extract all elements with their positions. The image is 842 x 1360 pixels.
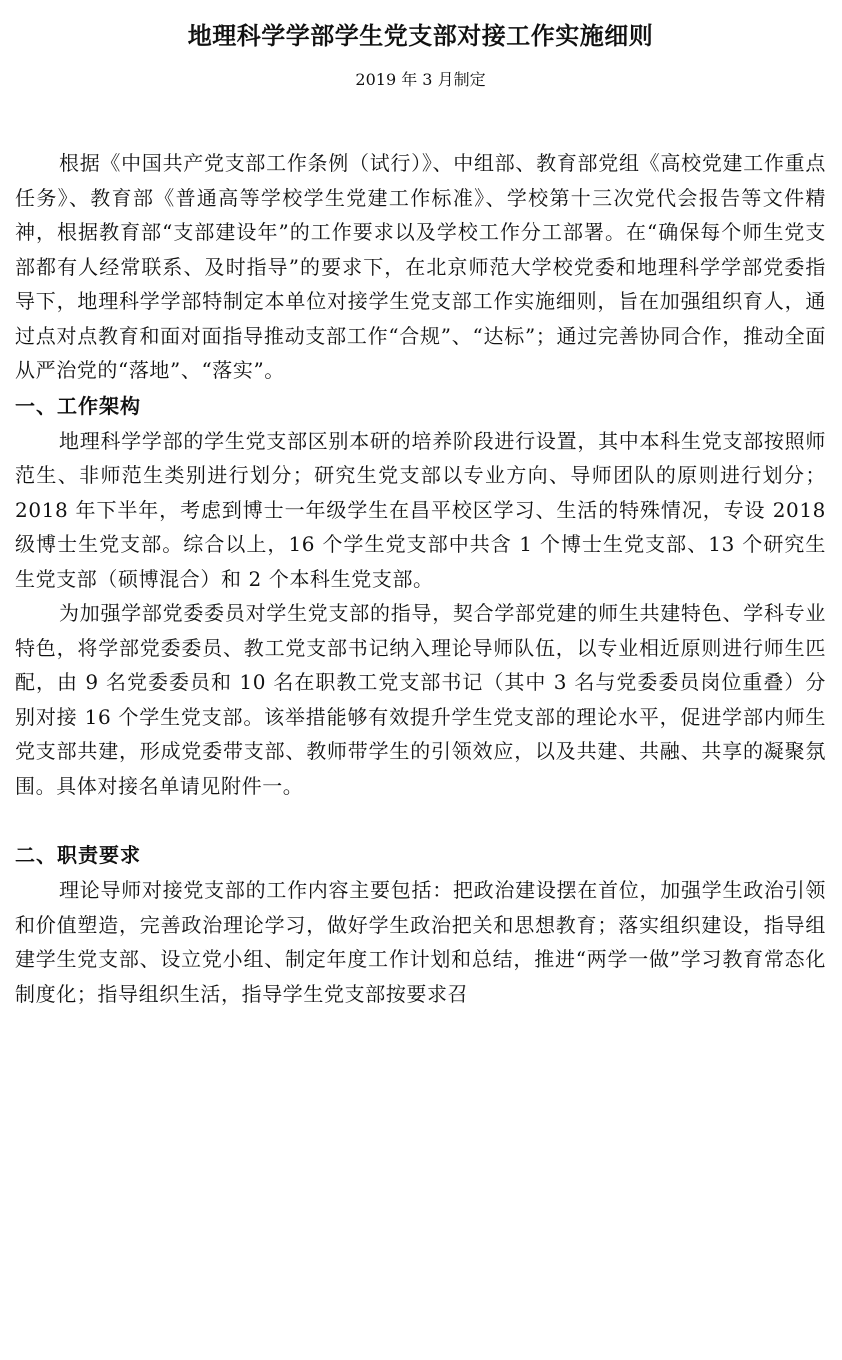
- intro-paragraph: 根据《中国共产党支部工作条例（试行）》、中组部、教育部党组《高校党建工作重点任务》、教育部《普通高等学校学生党建工作标准》、学校第十三次党代会报告等文件精神，根据教育部“支部建设年”的工作要求以及学校工作分工部署。在“确保每个师生党支部都有人经常联系、及时指导”的要求下，在北京师范大学校党委和地理科学学部党委指导下，地理科学学部特制定本单位对接学生党支部工作实施细则，旨在加强组织育人，通过点对点教育和面对面指导推动支部工作“合规”、“达标”；通过完善协同合作，推动全面从严治党的“落地”、“落实”。: [15, 151, 826, 382]
- blank-line: [15, 803, 826, 837]
- section-paragraph: 地理科学学部的学生党支部区别本研的培养阶段进行设置，其中本科生党支部按照师范生、非师范生类别进行划分；研究生党支部以专业方向、导师团队的原则进行划分；2018 年下半年，考虑到博士一年级学生在昌平校区学习、生活的特殊情况，专设 2018 级博士生党支部。综合以上，16 个学生党支部中共含 1 个博士生党支部、13 个研究生生党支部（硕博混合）和 2 个本科生党支部。: [15, 428, 826, 591]
- document-date: 2019 年 3 月制定: [355, 70, 486, 89]
- section-paragraph: 为加强学部党委委员对学生党支部的指导，契合学部党建的师生共建特色、学科专业特色，将学部党委委员、教工党支部书记纳入理论导师队伍，以专业相近原则进行师生匹配，由 9 名党委委员和 10 名在职教工党支部书记（其中 3 名与党委委员岗位重叠）分别对接 16 个学生党支部。该举措能够有效提升学生党支部的理论水平，促进学部内师生党支部共建，形成党委带支部、教师带学生的引领效应，以及共建、共融、共享的凝聚氛围。具体对接名单请见附件一。: [15, 601, 826, 798]
- document-title: 地理科学学部学生党支部对接工作实施细则: [187, 22, 654, 50]
- section-paragraph: 理论导师对接党支部的工作内容主要包括：把政治建设摆在首位，加强学生政治引领和价值塑造，完善政治理论学习，做好学生政治把关和思想教育；落实组织建设，指导组建学生党支部、设立党小组、制定年度工作计划和总结，推进“两学一做”学习教育常态化制度化；指导组织生活，指导学生党支部按要求召: [15, 878, 826, 1006]
- section-heading-structure: 一、工作架构: [15, 393, 141, 418]
- section-heading-duties: 二、职责要求: [15, 843, 141, 867]
